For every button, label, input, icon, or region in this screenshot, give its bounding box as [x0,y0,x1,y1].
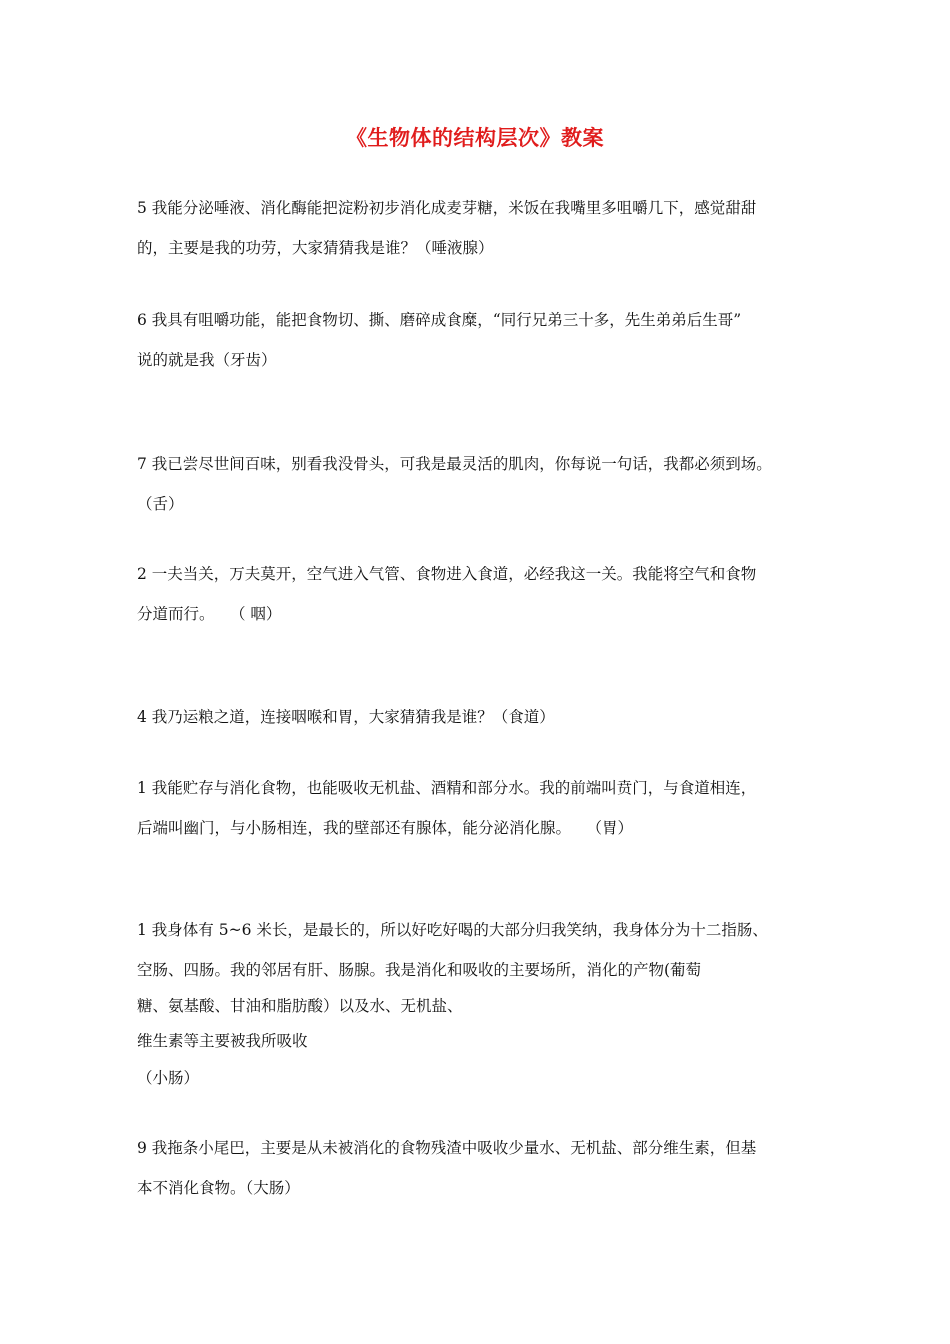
text-line: 1 我能贮存与消化食物，也能吸收无机盐、酒精和部分水。我的前端叫贲门，与食道相连， [137,779,757,797]
text-line: 空肠、四肠。我的邻居有肝、肠腺。我是消化和吸收的主要场所，消化的产物(葡萄 [137,961,702,979]
text-line: 本不消化食物。（大肠） [137,1179,300,1197]
text-line: 9 我拖条小尾巴，主要是从未被消化的食物残渣中吸收少量水、无机盐、部分维生素，但基 [137,1139,757,1157]
text-line: 糖、氨基酸、甘油和脂肪酸）以及水、无机盐、 [137,997,463,1015]
text-line: 5 我能分泌唾液、消化酶能把淀粉初步消化成麦芽糖，米饭在我嘴里多咀嚼几下，感觉甜甜 [137,199,757,217]
document-title: 《生物体的结构层次》教案 [346,126,604,150]
text-line: 6 我具有咀嚼功能，能把食物切、撕、磨碎成食糜，“同行兄弟三十多，先生弟弟后生哥” [137,311,742,329]
text-line: 2 一夫当关，万夫莫开，空气进入气管、食物进入食道，必经我这一关。我能将空气和食物 [137,565,757,583]
text-line: 维生素等主要被我所吸收 [137,1032,308,1050]
text-line: 说的就是我（牙齿） [137,351,277,369]
text-line: 4 我乃运粮之道，连接咽喉和胃，大家猜猜我是谁？（食道） [137,708,555,726]
text-line: 7 我已尝尽世间百味，别看我没骨头，可我是最灵活的肌肉，你每说一句话，我都必须到场。 [137,455,772,473]
text-line: 的，主要是我的功劳，大家猜猜我是谁？（唾液腺） [137,239,494,257]
text-line: 1 我身体有 5~6 米长，是最长的，所以好吃好喝的大部分归我笑纳，我身体分为十二指肠、 [137,921,768,939]
text-line: （舌） [137,495,184,513]
text-line: 分道而行。 （ 咽） [137,605,282,623]
text-line: 后端叫幽门，与小肠相连，我的壁部还有腺体，能分泌消化腺。 （胃） [137,819,634,837]
text-line: （小肠） [137,1069,200,1087]
